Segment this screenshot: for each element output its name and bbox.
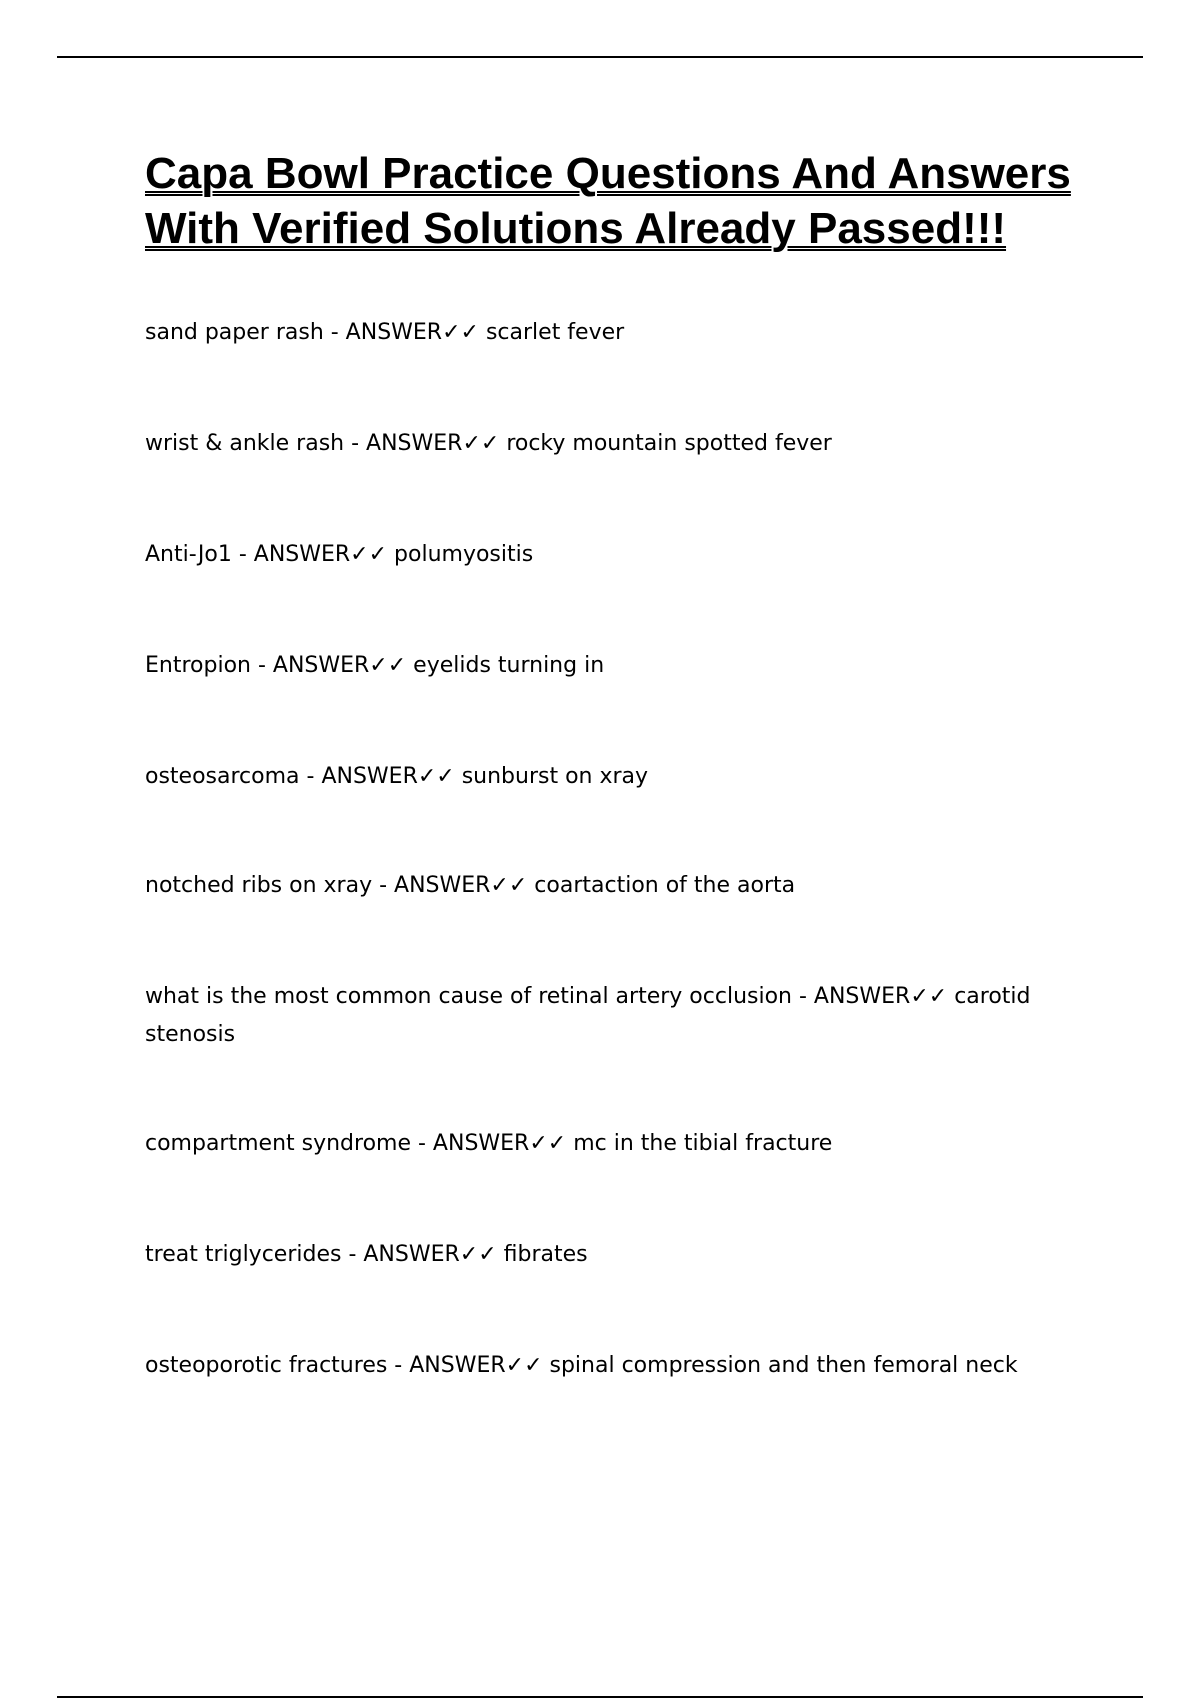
qa-item: what is the most common cause of retinal artery occlusion - ANSWER✓✓ carotid stenosis bbox=[145, 984, 1031, 1047]
qa-item: osteosarcoma - ANSWER✓✓ sunburst on xray bbox=[145, 764, 649, 789]
qa-item: wrist & ankle rash - ANSWER✓✓ rocky mountain spotted fever bbox=[145, 431, 832, 456]
header-divider bbox=[57, 56, 1143, 58]
document-title bbox=[145, 146, 1105, 256]
qa-item: Anti-Jo1 - ANSWER✓✓ polumyositis bbox=[145, 542, 534, 567]
qa-item: sand paper rash - ANSWER✓✓ scarlet fever bbox=[145, 320, 625, 345]
document-title-text: Capa Bowl Practice Questions And Answers With Verified Solutions Already Passed!!! bbox=[145, 149, 1071, 253]
qa-item: osteoporotic fractures - ANSWER✓✓ spinal compression and then femoral neck bbox=[145, 1353, 1018, 1378]
qa-item: compartment syndrome - ANSWER✓✓ mc in the tibial fracture bbox=[145, 1131, 833, 1156]
qa-item: Entropion - ANSWER✓✓ eyelids turning in bbox=[145, 653, 605, 678]
qa-item: notched ribs on xray - ANSWER✓✓ coartaction of the aorta bbox=[145, 873, 796, 898]
footer-divider bbox=[57, 1696, 1143, 1698]
qa-item: treat triglycerides - ANSWER✓✓ fibrates bbox=[145, 1242, 588, 1267]
